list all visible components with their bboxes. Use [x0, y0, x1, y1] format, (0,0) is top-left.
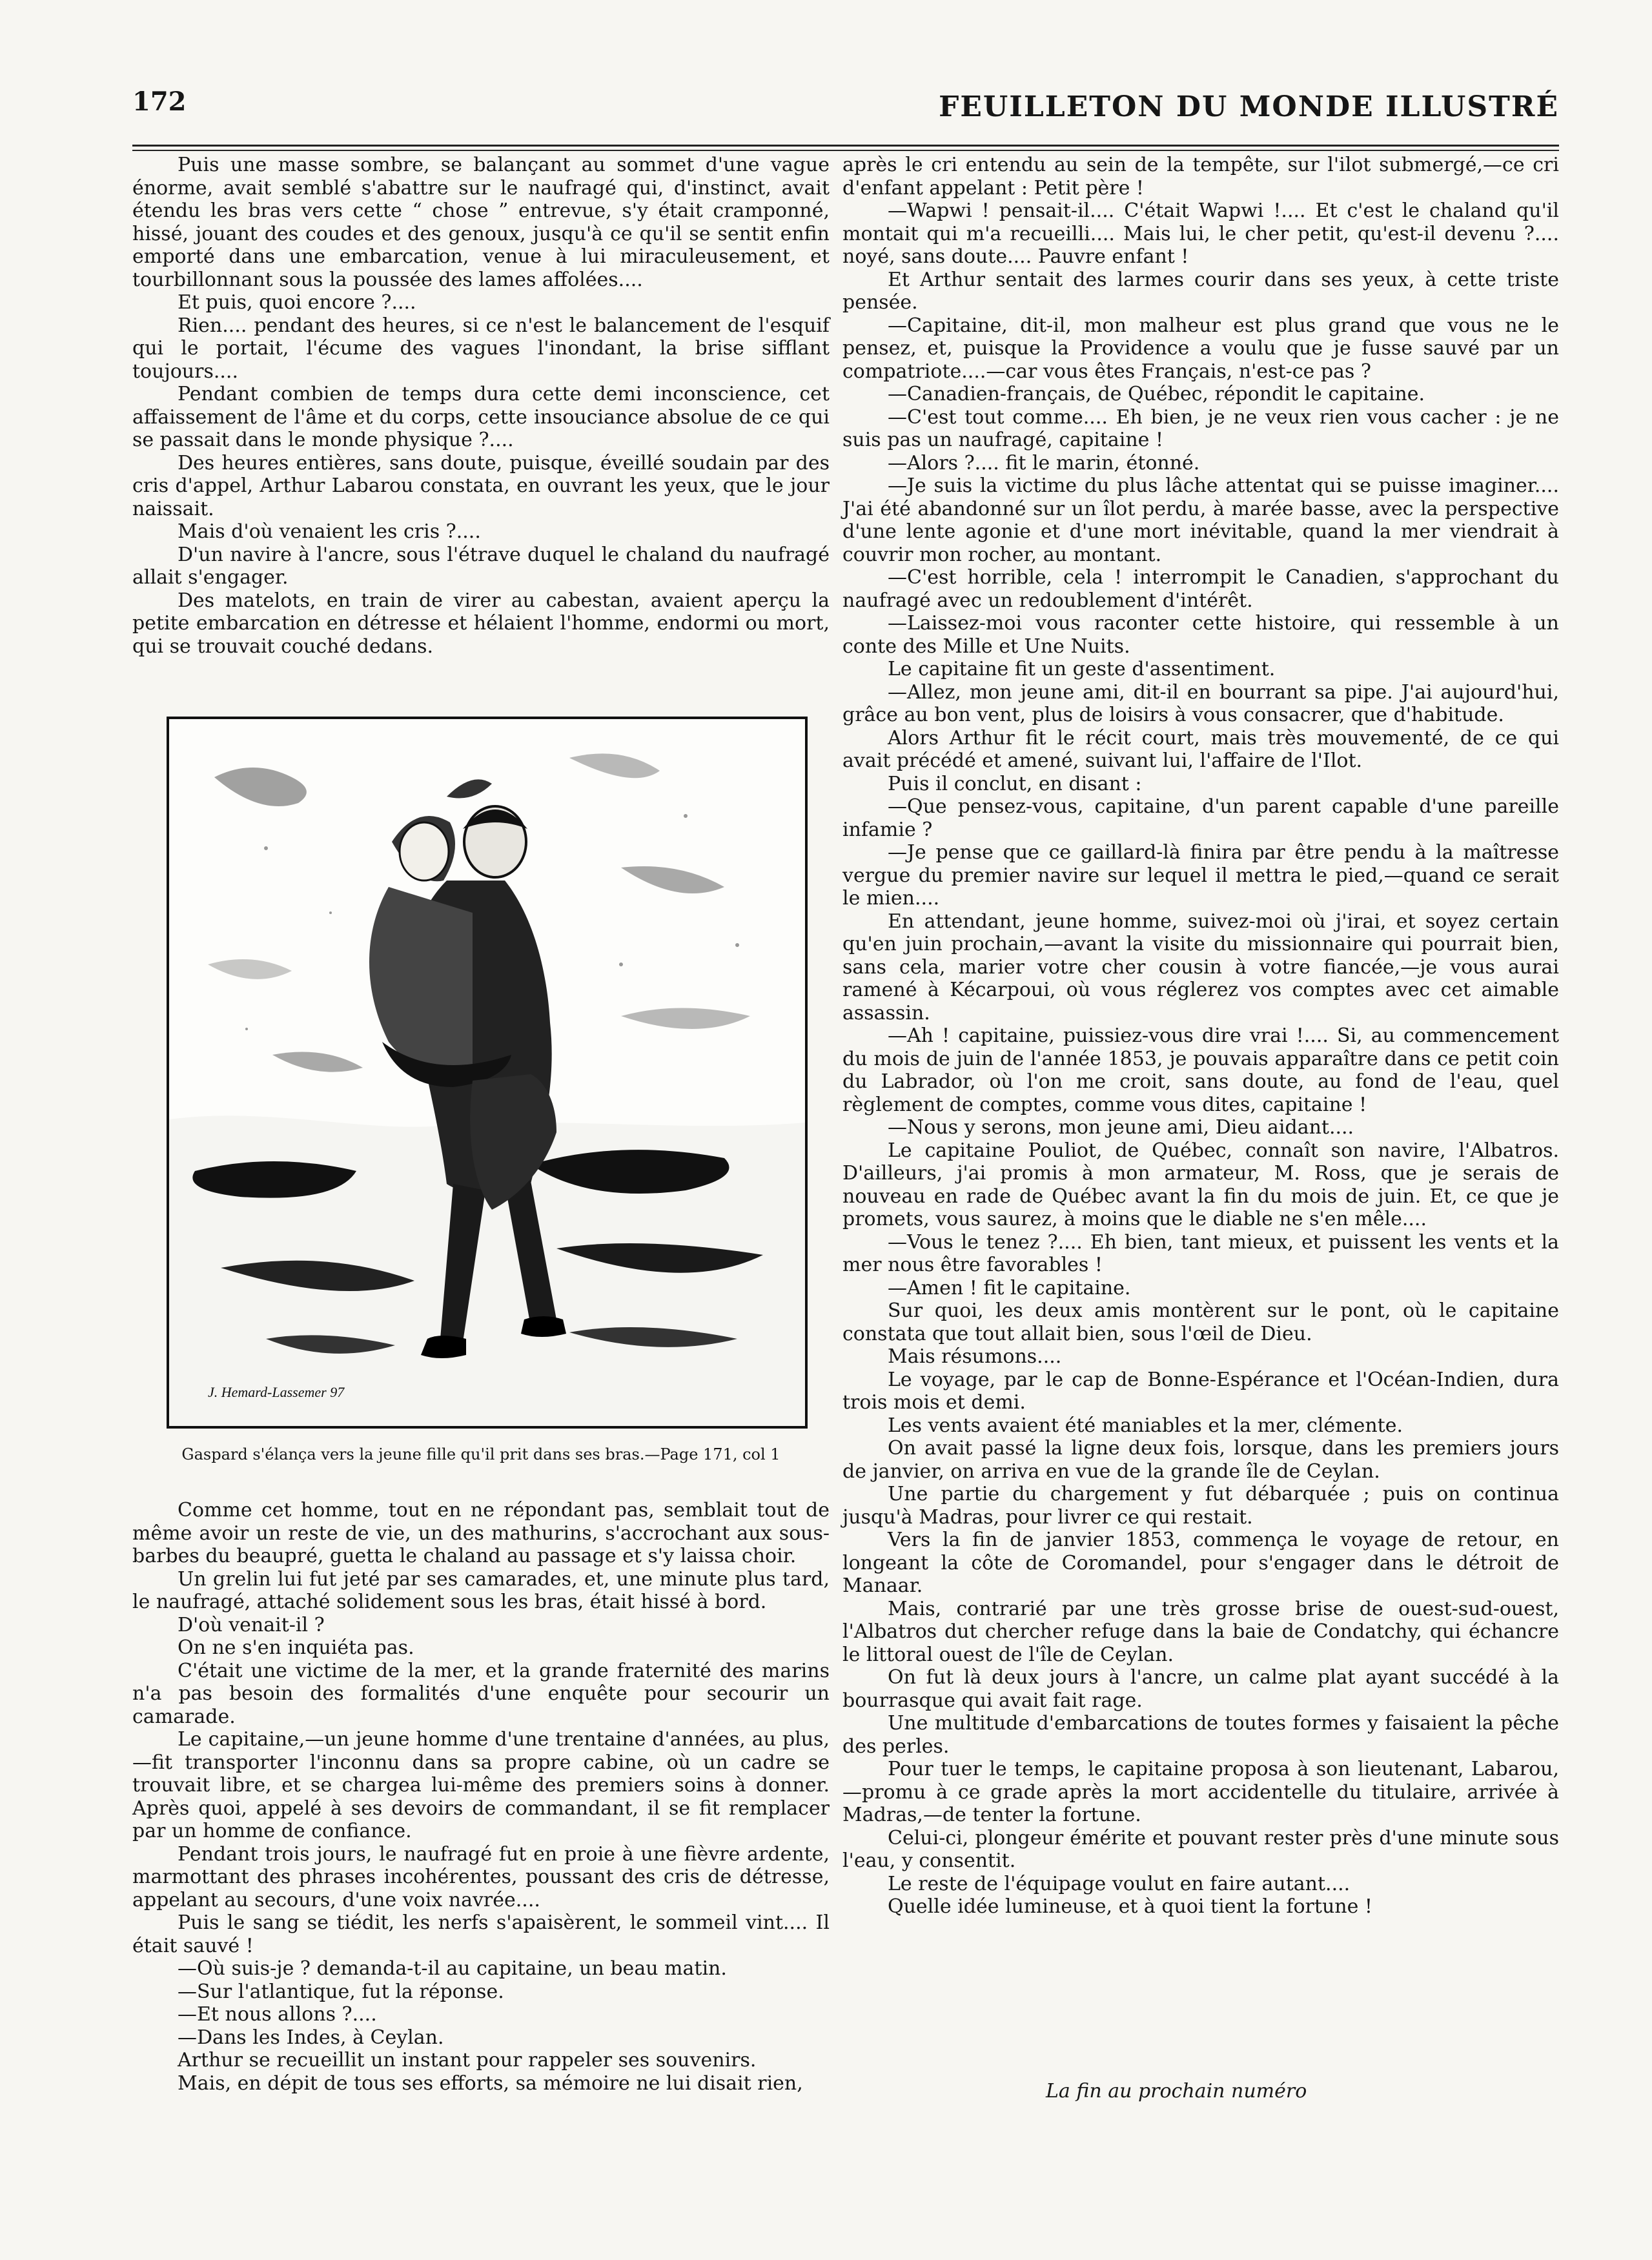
paragraph: Pour tuer le temps, le capitaine proposa à son lieutenant, Labarou,—promu à ce grade après la mort accidentelle du titulaire, arrivée à Madras,—de tenter la fortune.: [842, 1758, 1559, 1826]
paragraph: —Capitaine, dit-il, mon malheur est plus grand que vous ne le pensez, et, puisque la Providence a voulu que je fusse sauvé par un compatriote....—car vous êtes Français, n'est-ce pas ?: [842, 314, 1559, 383]
paragraph: D'où venait-il ?: [178, 1613, 325, 1636]
paragraph: Des heures entières, sans doute, puisque, éveillé soudain par des cris d'appel, Arthur Labarou constata, en ouvrant les yeux, que le jour naissait.: [132, 451, 830, 520]
paragraph: Pendant combien de temps dura cette demi inconscience, cet affaissement de l'âme et du corps, cette insouciance absolue de ce qui se passait dans le monde physique ?....: [132, 383, 830, 451]
paragraph: —Amen ! fit le capitaine.: [888, 1276, 1131, 1299]
paragraph: Quelle idée lumineuse, et à quoi tient la fortune !: [888, 1895, 1372, 1918]
header-rule-top: [132, 145, 1559, 147]
paragraph: —Allez, mon jeune ami, dit-il en bourrant sa pipe. J'ai aujourd'hui, grâce au bon vent, plus de loisirs à vous consacrer, que d'habitude.: [842, 680, 1559, 726]
paragraph: Puis il conclut, en disant :: [888, 772, 1142, 795]
paragraph: —Laissez-moi vous raconter cette histoire, qui ressemble à un conte des Mille et Une Nuits.: [842, 612, 1559, 658]
paragraph: Alors Arthur fit le récit court, mais très mouvementé, de ce qui avait précédé et amené, suivant lui, l'affaire de l'Ilot.: [842, 726, 1559, 772]
header-rule-bottom: [132, 150, 1559, 151]
paragraph: —Alors ?.... fit le marin, étonné.: [888, 451, 1200, 474]
paragraph: Le reste de l'équipage voulut en faire autant....: [888, 1872, 1351, 1895]
paragraph: après le cri entendu au sein de la tempête, sur l'ilot submergé,—ce cri d'enfant appelant : Petit père !: [842, 154, 1559, 199]
paragraph: Mais, contrarié par une très grosse brise de ouest-sud-ouest, l'Albatros dut chercher refuge dans la baie de Condatchy, qui échancre le littoral ouest de l'île de Ceylan.: [842, 1597, 1559, 1666]
paragraph: On avait passé la ligne deux fois, lorsque, dans les premiers jours de janvier, on arriva en vue de la grande île de Ceylan.: [842, 1437, 1559, 1483]
paragraph: Arthur se recueillit un instant pour rappeler ses souvenirs.: [178, 2049, 757, 2072]
paragraph: Pendant trois jours, le naufragé fut en proie à une fièvre ardente, marmottant des phrases incohérentes, poussant des cris de détresse, appelant au secours, d'une voix navrée....: [132, 1842, 830, 1911]
page-header: [132, 87, 1559, 145]
paragraph: —Nous y serons, mon jeune ami, Dieu aidant....: [888, 1116, 1354, 1139]
paragraph: —C'est tout comme.... Eh bien, je ne veux rien vous cacher : je ne suis pas un naufragé, capitaine !: [842, 405, 1559, 451]
paragraph: —Sur l'atlantique, fut la réponse.: [178, 1980, 504, 2003]
paragraph: —Où suis-je ? demanda-t-il au capitaine, un beau matin.: [178, 1957, 727, 1980]
paragraph: Le capitaine fit un geste d'assentiment.: [888, 658, 1276, 680]
paragraph: Mais, en dépit de tous ses efforts, sa mémoire ne lui disait rien,: [178, 2072, 803, 2095]
paragraph: —Que pensez-vous, capitaine, d'un parent capable d'une pareille infamie ?: [842, 795, 1559, 841]
paragraph: Un grelin lui fut jeté par ses camarades, et, une minute plus tard, le naufragé, attaché solidement sous les bras, était hissé à bord.: [132, 1567, 830, 1613]
paragraph: Rien.... pendant des heures, si ce n'est le balancement de l'esquif qui le portait, l'écume des vagues l'inondant, la brise sifflant toujours....: [132, 314, 830, 383]
paragraph: Puis une masse sombre, se balançant au sommet d'une vague énorme, avait semblé s'abattre sur le naufragé qui, d'instinct, avait étendu les bras vers cette “ chose ” entrevue, s'y était cramponné, hissé, jouant des coudes et des genoux, jusqu'à ce qu'il se sentit enfin emporté dans une embarcation, venue à lui miraculeusement, et tourbillonnant sous la poussée des lames affolées....: [132, 154, 830, 291]
paragraph: Le capitaine,—un jeune homme d'une trentaine d'années, au plus,—fit transporter l'inconnu dans sa propre cabine, où un cadre se trouvait libre, et se chargea lui-même des premiers soins à donner. Après quoi, appelé à ses devoirs de commandant, il se fit remplacer par un homme de confiance.: [132, 1728, 830, 1842]
page-number: 172: [132, 87, 187, 117]
paragraph: Les vents avaient été maniables et la mer, clémente.: [888, 1414, 1403, 1437]
paragraph: C'était une victime de la mer, et la grande fraternité des marins n'a pas besoin des formalités d'une enquête pour secourir un camarade.: [132, 1659, 830, 1728]
illustration-signature: J. Hemard-Lassemer 97: [208, 1384, 345, 1400]
illustration-caption: Gaspard s'élança vers la jeune fille qu'il prit dans ses bras.—Page 171, col 1: [181, 1445, 780, 1463]
engraving-illustration: [167, 717, 808, 1429]
left-column-top: [132, 154, 830, 658]
paragraph: —Canadien-français, de Québec, répondit le capitaine.: [888, 383, 1425, 405]
paragraph: D'un navire à l'ancre, sous l'étrave duquel le chaland du naufragé allait s'engager.: [132, 543, 830, 589]
paragraph: —Dans les Indes, à Ceylan.: [178, 2026, 444, 2049]
paragraph: Comme cet homme, tout en ne répondant pas, semblait tout de même avoir un reste de vie, un des mathurins, s'accrochant aux sous-barbes du beaupré, guetta le chaland au passage et s'y laissa choir.: [132, 1499, 830, 1567]
paragraph: —Je pense que ce gaillard-là finira par être pendu à la maîtresse vergue du premier navire sur lequel il mettra le pied,—quand ce serait le mien....: [842, 841, 1559, 910]
paragraph: Le voyage, par le cap de Bonne-Espérance et l'Océan-Indien, dura trois mois et demi.: [842, 1368, 1559, 1414]
paragraph: —Je suis la victime du plus lâche attentat qui se puisse imaginer.... J'ai été abandonné sur un îlot perdu, à marée basse, avec la perspective d'une lente agonie et d'une mort inévitable, quand la mer viendrait à couvrir mon rocher, au montant.: [842, 474, 1559, 566]
paragraph: Celui-ci, plongeur émérite et pouvant rester près d'une minute sous l'eau, y consentit.: [842, 1826, 1559, 1872]
paragraph: Une partie du chargement y fut débarquée ; puis on continua jusqu'à Madras, pour livrer ce qui restait.: [842, 1483, 1559, 1529]
paragraph: Et puis, quoi encore ?....: [178, 291, 416, 314]
right-column: [842, 154, 1559, 1919]
paragraph: —Vous le tenez ?.... Eh bien, tant mieux, et puissent les vents et la mer nous être favorables !: [842, 1230, 1559, 1276]
continuation-note: La fin au prochain numéro: [1046, 2080, 1307, 2102]
paragraph: —C'est horrible, cela ! interrompit le Canadien, s'approchant du naufragé avec un redoublement d'intérêt.: [842, 566, 1559, 612]
paragraph: Mais d'où venaient les cris ?....: [178, 520, 481, 543]
paragraph: Des matelots, en train de virer au cabestan, avaient aperçu la petite embarcation en détresse et hélaient l'homme, endormi ou mort, qui se trouvait couché dedans.: [132, 589, 830, 658]
paragraph: Puis le sang se tiédit, les nerfs s'apaisèrent, le sommeil vint.... Il était sauvé !: [132, 1911, 830, 1957]
couple-in-snow-drawing: [169, 719, 805, 1426]
paragraph: —Et nous allons ?....: [178, 2003, 377, 2026]
paragraph: —Wapwi ! pensait-il.... C'était Wapwi !.... Et c'est le chaland qu'il montait qui m'a recueilli.... Mais lui, le cher petit, qu'est-il devenu ?.... noyé, sans doute.... Pauvre enfant !: [842, 199, 1559, 268]
paragraph: On fut là deux jours à l'ancre, un calme plat ayant succédé à la bourrasque qui avait fait rage.: [842, 1666, 1559, 1712]
paragraph: En attendant, jeune homme, suivez-moi où j'irai, et soyez certain qu'en juin prochain,—avant la visite du missionnaire qui pourrait bien, sans cela, marier votre cher cousin à votre fiancée,—je vous aurai ramené à Kécarpoui, où vous réglerez vos comptes avec cet aimable assassin.: [842, 910, 1559, 1024]
left-column-bottom: [132, 1499, 830, 2095]
paragraph: Une multitude d'embarcations de toutes formes y faisaient la pêche des perles.: [842, 1712, 1559, 1758]
paragraph: On ne s'en inquiéta pas.: [178, 1636, 414, 1659]
paragraph: Sur quoi, les deux amis montèrent sur le pont, où le capitaine constata que tout allait bien, sous l'œil de Dieu.: [842, 1299, 1559, 1345]
paragraph: Mais résumons....: [888, 1345, 1062, 1368]
paragraph: Vers la fin de janvier 1853, commença le voyage de retour, en longeant la côte de Coromandel, pour s'engager dans le détroit de Manaar.: [842, 1529, 1559, 1597]
running-title: FEUILLETON DU MONDE ILLUSTRÉ: [939, 90, 1559, 123]
paragraph: Et Arthur sentait des larmes courir dans ses yeux, à cette triste pensée.: [842, 268, 1559, 314]
paragraph: Le capitaine Pouliot, de Québec, connaît son navire, l'Albatros. D'ailleurs, j'ai promis à mon armateur, M. Ross, que je serais de nouveau en rade de Québec avant la fin du mois de juin. Et, ce que je promets, vous saurez, à moins que le diable ne s'en mêle....: [842, 1139, 1559, 1230]
paragraph: —Ah ! capitaine, puissiez-vous dire vrai !.... Si, au commencement du mois de juin de l'année 1853, je pouvais apparaître dans ce petit coin du Labrador, où l'on me croit, sans doute, au fond de l'eau, quel règlement de comptes, comme vous dites, capitaine !: [842, 1024, 1559, 1116]
